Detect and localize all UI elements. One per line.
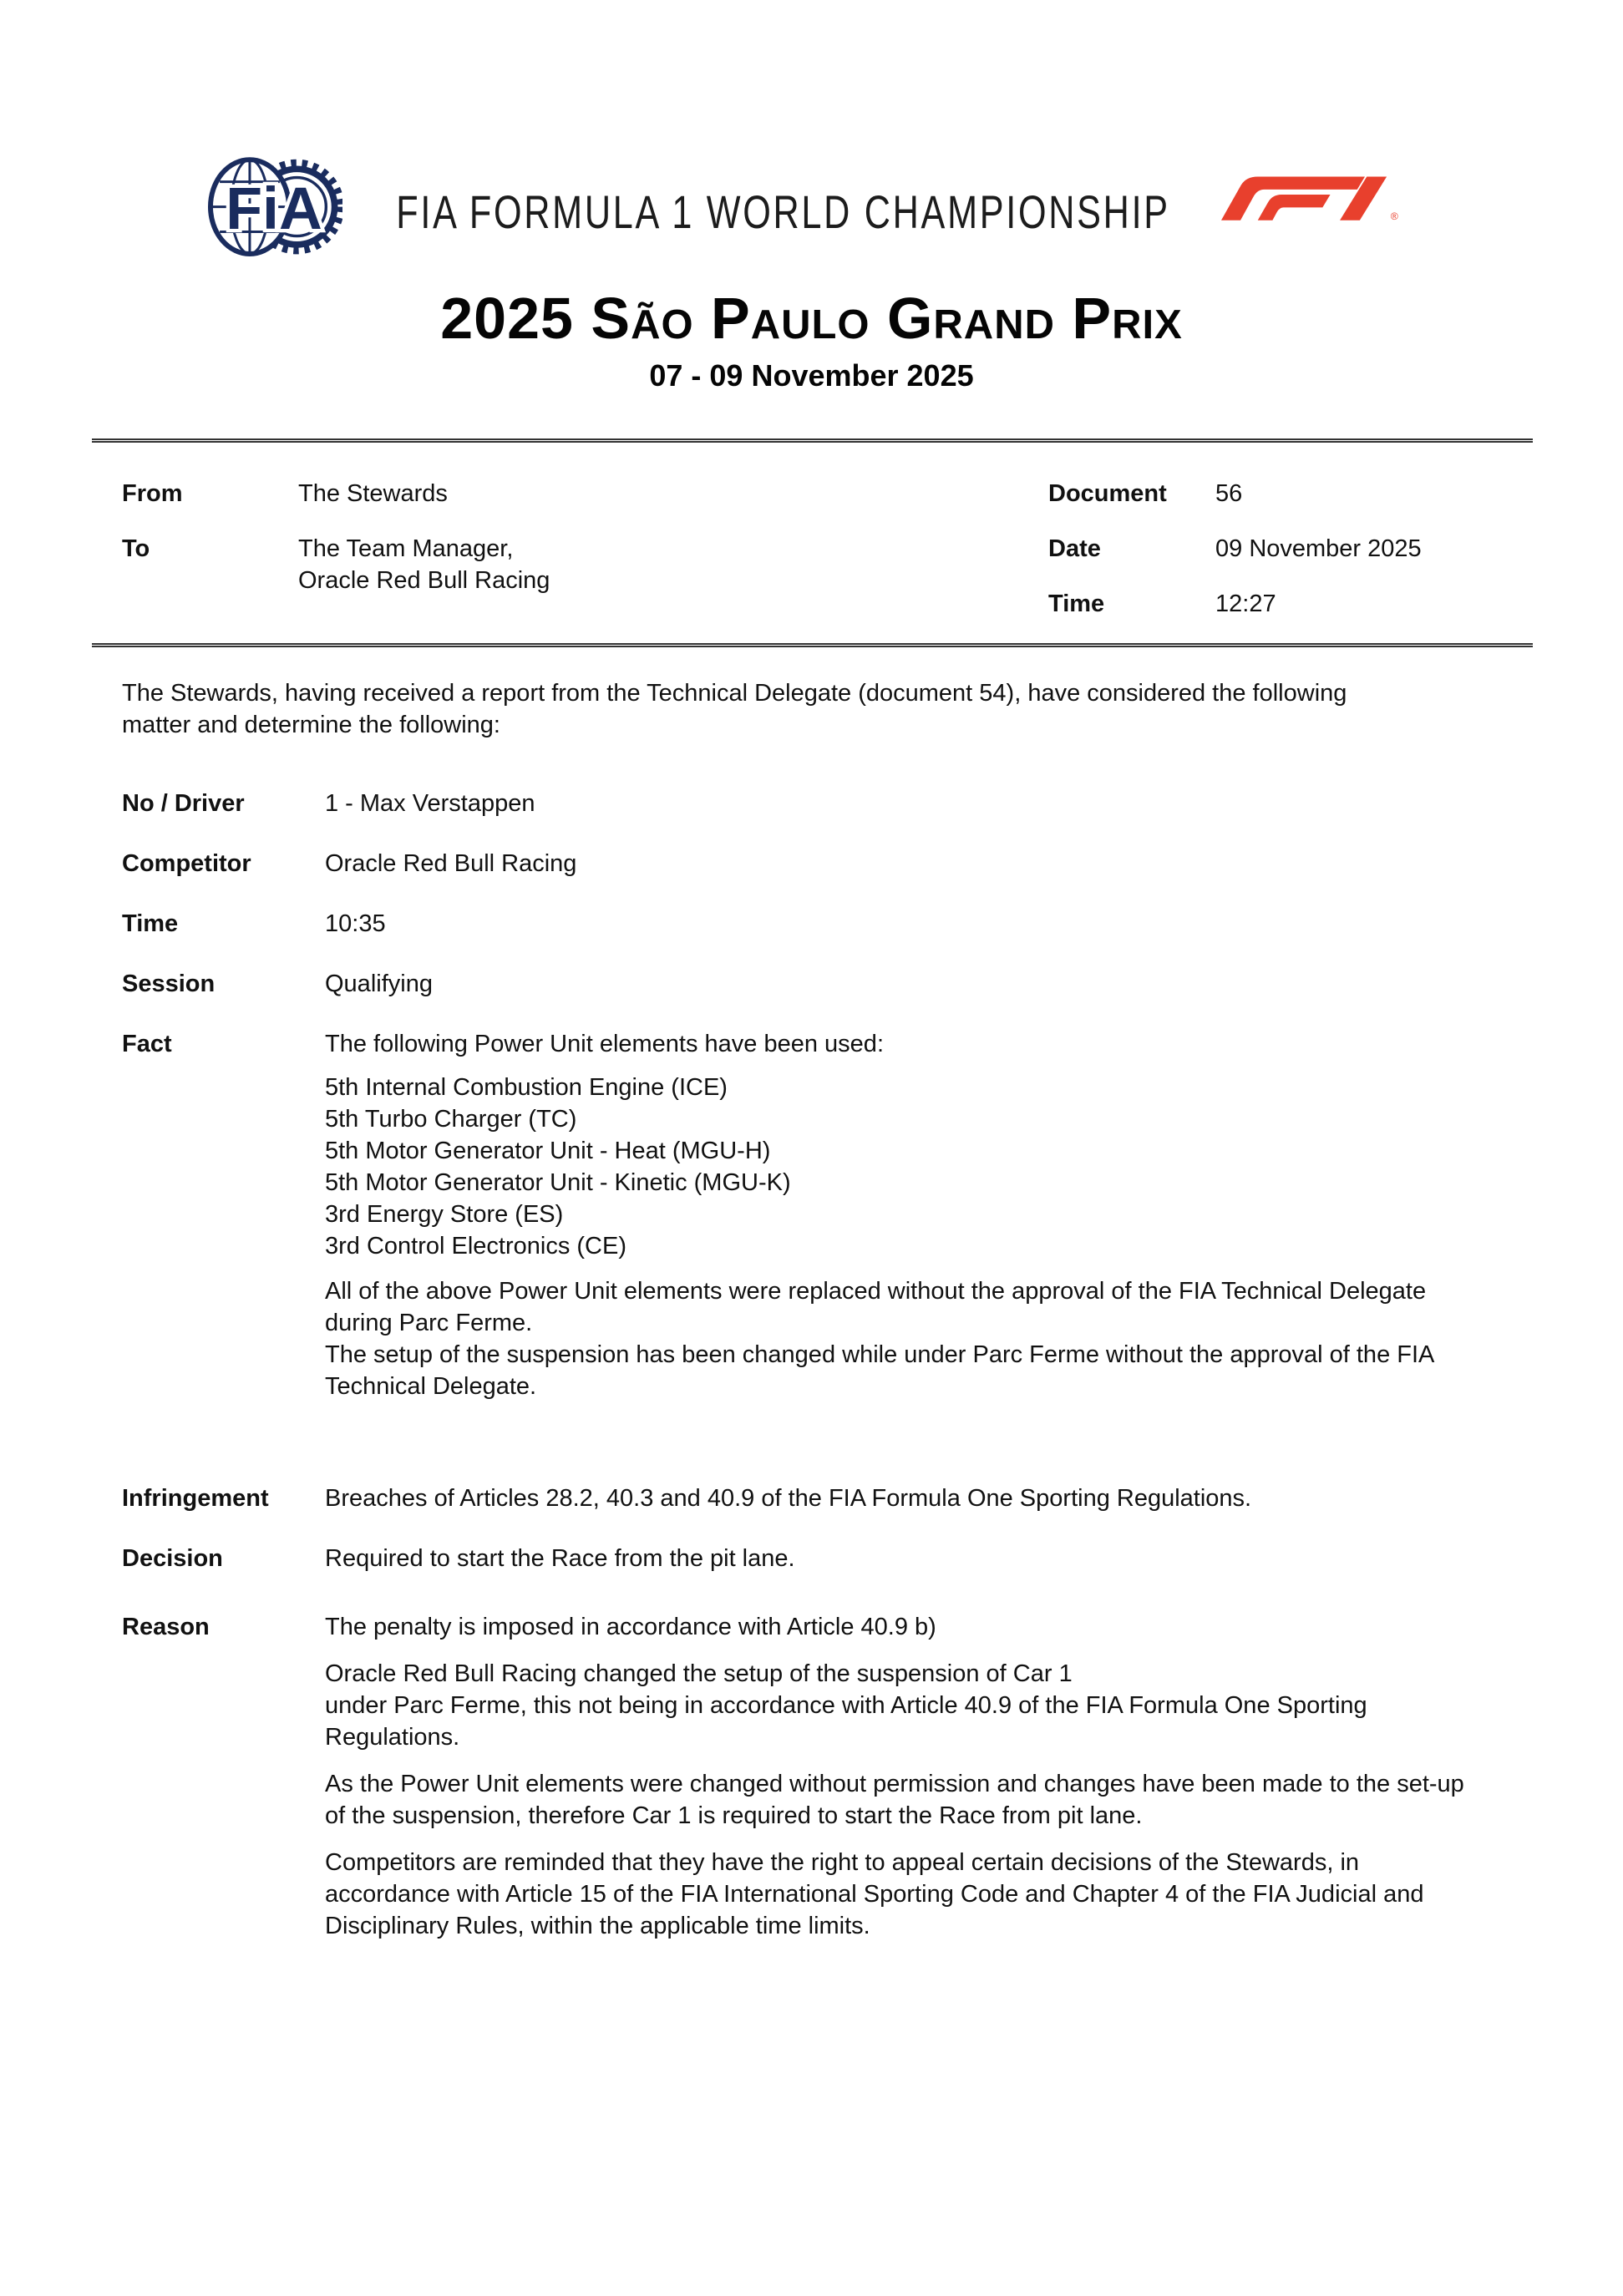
to-value-line-1: The Team Manager, (298, 535, 514, 562)
infringement-label: Infringement (122, 1485, 269, 1512)
pu-element-ice: 5th Internal Combustion Engine (ICE) (325, 1074, 728, 1101)
power-unit-elements-list (325, 1072, 1469, 1262)
reason-setup-line-1: Oracle Red Bull Racing changed the setup of the suspension of Car 1 (325, 1660, 1073, 1687)
time-value: 12:27 (1215, 590, 1276, 617)
fia-logo-letters: FiA (226, 175, 322, 243)
time-label: Time (1048, 590, 1105, 617)
event-dates: 07 - 09 November 2025 (649, 358, 974, 393)
infringement-row (122, 1483, 1501, 1514)
fact-intro: The following Power Unit elements have been used: (325, 1031, 884, 1057)
pu-element-tc: 5th Turbo Charger (TC) (325, 1106, 577, 1133)
time-row-detail (122, 908, 1501, 940)
competitor-row (122, 848, 1501, 879)
decision-details (122, 788, 1501, 1942)
time-detail-value: 10:35 (325, 910, 386, 937)
meta-right (1048, 478, 1533, 643)
decision-row (122, 1543, 1501, 1574)
document-row (1048, 478, 1533, 509)
to-label: To (122, 535, 150, 562)
time-row (1048, 588, 1533, 620)
session-value: Qualifying (325, 971, 433, 997)
fact-label: Fact (122, 1031, 172, 1057)
reason-setup-line-2: under Parc Ferme, this not being in accordance with Article 40.9 of the FIA Formula One Sporting Regulations. (325, 1692, 1367, 1751)
reason-value (325, 1611, 1469, 1942)
no-driver-label: No / Driver (122, 790, 245, 817)
competitor-label: Competitor (122, 850, 251, 877)
no-driver-row (122, 788, 1501, 819)
pu-element-mgu-h: 5th Motor Generator Unit - Heat (MGU-H) (325, 1138, 771, 1164)
date-value: 09 November 2025 (1215, 535, 1422, 562)
f1-logo-icon (1221, 169, 1401, 220)
session-row (122, 968, 1501, 1000)
to-value-line-2: Oracle Red Bull Racing (298, 567, 550, 594)
no-driver-value: 1 - Max Verstappen (325, 790, 535, 817)
fact-row (122, 1028, 1501, 1402)
date-label: Date (1048, 535, 1101, 562)
reason-row (122, 1611, 1501, 1942)
reason-paragraph-appeal-rights: Competitors are reminded that they have the right to appeal certain decisions of the Stewards, in accordance with Article 15 of the FIA International Sporting Code and Chapter 4 of the FIA Judicial and Disciplinary Rules, within the applicable time limits. (325, 1849, 1424, 1939)
infringement-value: Breaches of Articles 28.2, 40.3 and 40.9 of the FIA Formula One Sporting Regulations. (325, 1485, 1252, 1512)
fact-statements (325, 1275, 1469, 1402)
intro-paragraph: The Stewards, having received a report from the Technical Delegate (document 54), have considered the following matter and determine the following: (122, 680, 1347, 738)
f1-registered-mark: ® (1390, 210, 1398, 220)
reason-label: Reason (122, 1614, 210, 1640)
reason-paragraph-setup-change (325, 1658, 1469, 1753)
fact-statement-replacement: All of the above Power Unit elements were replaced without the approval of the FIA Technical Delegate during Parc Ferme. (325, 1278, 1427, 1336)
time-detail-label: Time (122, 910, 179, 937)
reason-paragraph-pit-lane: As the Power Unit elements were changed without permission and changes have been made to the set-up of the suspension, therefore Car 1 is required to start the Race from pit lane. (325, 1771, 1464, 1829)
reason-paragraph-penalty: The penalty is imposed in accordance with Article 40.9 b) (325, 1614, 936, 1640)
event-title: 2025 São Paulo Grand Prix (440, 286, 1183, 351)
pu-element-es: 3rd Energy Store (ES) (325, 1201, 564, 1228)
championship-heading-text: FIA FORMULA 1 WORLD CHAMPIONSHIP (396, 187, 1170, 239)
document-value: 56 (1215, 480, 1243, 507)
competitor-value: Oracle Red Bull Racing (325, 850, 577, 877)
divider-bottom (92, 643, 1533, 647)
meta-block (122, 443, 1501, 643)
session-label: Session (122, 971, 216, 997)
from-value: The Stewards (298, 480, 448, 507)
fact-value (325, 1028, 1469, 1402)
fact-statement-suspension: The setup of the suspension has been changed while under Parc Ferme without the approval of the FIA Technical Delegate. (325, 1341, 1433, 1400)
pu-element-ce: 3rd Control Electronics (CE) (325, 1233, 626, 1260)
decision-label: Decision (122, 1545, 223, 1572)
decision-value: Required to start the Race from the pit lane. (325, 1545, 795, 1572)
document-label: Document (1048, 480, 1167, 507)
from-label: From (122, 480, 183, 507)
pu-element-mgu-k: 5th Motor Generator Unit - Kinetic (MGU-K) (325, 1169, 791, 1196)
date-row (1048, 533, 1533, 565)
